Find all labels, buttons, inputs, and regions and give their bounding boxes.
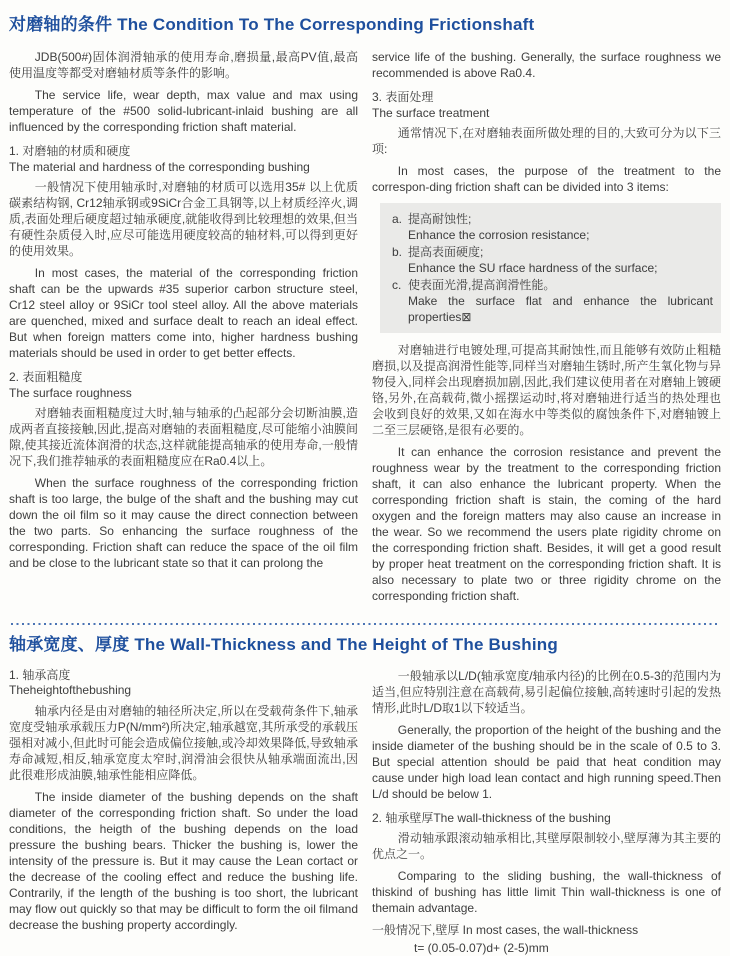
paragraph-zh: 对磨轴进行电镀处理,可提高其耐蚀性,而且能够有效防止粗糙磨损,以及提高润滑性能等,同样当对磨轴生锈时,所产生氧化物与异物侵入,同样会出现磨损加剧,因此,我们建议使用者在对磨轴上镀硬铬,另外,在高载荷,微小摇摆运动时,将对磨轴进行适当的热处理也会收到良好的效果,又如在海水中等类似的腐蚀条件下,对磨轴镀上二至三层硬铬,是很有必要的。 (372, 342, 721, 438)
paragraph-en: Generally, the proportion of the height of the bushing and the inside diameter of the bushing should be in the scale of 0.5 to 3. But special attention should be paid that heat condition may cause under high load lean contact and high running speed.Then L/d should be below 1. (372, 722, 721, 802)
section1-right-column (372, 45, 721, 610)
list-item-c (392, 277, 713, 325)
section2-left-column (9, 666, 358, 956)
paragraph-en: Comparing to the sliding bushing, the wall-thickness of thiskind of bushing has little limit Thin wall-thickness is one of themain advantage. (372, 868, 721, 916)
subheading-bushing-height (9, 668, 358, 699)
list-item-en: Make the surface flat and enhance the lubricant properties⊠ (408, 293, 713, 325)
section1-title: 对磨轴的条件 The Condition To The Corresponding Frictionshaft (9, 14, 721, 35)
section1-columns (9, 45, 721, 610)
paragraph-zh: 对磨轴表面粗糙度过大时,轴与轴承的凸起部分会切断油膜,造成两者直接接触,因此,提高对磨轴的表面粗糙度,尽可能缩小油膜间隙,使其接近流体润滑的状态,这样就能提高轴承的使用寿命,一般情况下,我们推荐轴承的表面粗糙度应在Ra0.4以上。 (9, 405, 358, 469)
wall-thickness-formula: t= (0.05-0.07)d+ (2-5)mm (414, 940, 721, 956)
list-item-zh: 提高表面硬度; (408, 244, 713, 260)
wall-thickness-intro: 一般情况下,壁厚 In most cases, the wall-thickness (372, 922, 721, 938)
paragraph-en: The inside diameter of the bushing depends on the shaft diameter of the corresponding friction shaft. So under the load conditions, the heigth of the bushing depends on the load pressure the bushing bears. Thicker the bushing is, lower the intensity of the pressure is. But it may cause the Lean cortact or the decrease of the cooling effect and reduce the bushing life. Contrarily, if the length of the bushing is too short, the lubricant may flow out quickly so that may be difficult to form the oil filmand decrease the bushing property accordingly. (9, 789, 358, 933)
section2-right-column (372, 666, 721, 956)
list-item-a (392, 211, 713, 243)
paragraph-zh: 一般情况下使用轴承时,对磨轴的材质可以选用35# 以上优质碳素结构钢, Cr12轴承钢或9SiCr合金工具钢等,以上材质经淬火,调质,表面处理后硬度超过轴承硬度,就能收得到比较理想的效果,但当有硬性杂质侵入时,应尽可能选用硬度较高的轴材料,可以得到更好的使用效果。 (9, 179, 358, 259)
list-item-zh: 提高耐蚀性; (408, 211, 713, 227)
paragraph-en: In most cases, the material of the corresponding friction shaft can be the upwards #35 superior carbon structure steel, Cr12 steel alloy or 9SiCr tool steel alloy. All the above materials are quenched, mixed and surface dealt to reach an ideal effect. But when foreign matters come into, higher hardness bushing materials should be used in order to get better effects. (9, 265, 358, 361)
paragraph-zh: 一般轴承以L/D(轴承宽度/轴承内径)的比例在0.5-3的范围内为适当,但应特别注意在高载荷,易引起偏位接触,高转速时引起的发热情形,此时L/D取1以下较适当。 (372, 668, 721, 716)
section1-left-column (9, 45, 358, 610)
subheading-material-hardness (9, 144, 358, 175)
list-item-en: Enhance the corrosion resistance; (408, 227, 713, 243)
list-item-label: b. (392, 244, 408, 276)
subheading-zh: 1. 对磨轴的材质和硬度 (9, 144, 358, 160)
subheading-en: The material and hardness of the corresponding bushing (9, 160, 358, 176)
list-item-text (408, 277, 713, 325)
treatment-items-box (380, 203, 721, 333)
paragraph-en: service life of the bushing. Generally, the surface roughness we recommended is above Ra0.4. (372, 49, 721, 81)
subheading-zh: 1. 轴承高度 (9, 668, 358, 684)
paragraph-en: The service life, wear depth, max value and max using temperature of the #500 solid-lubricant-inlaid bushing are all influenced by the corresponding friction shaft material. (9, 87, 358, 135)
dotted-separator (11, 623, 719, 625)
list-item-label: a. (392, 211, 408, 243)
paragraph-zh: JDB(500#)固体润滑轴承的使用寿命,磨损量,最高PV值,最高使用温度等都受对磨轴材质等条件的影响。 (9, 49, 358, 81)
list-item-text (408, 211, 713, 243)
paragraph-zh: 轴承内径是由对磨轴的轴径所决定,所以在受载荷条件下,轴承宽度受轴承承载压力P(N/mm²)所决定,轴承越宽,其所承受的承载压强相对减小,但此时可能会造成偏位接触,或冷却效果降低,导致轴承寿命减短,相反,轴承宽度太窄时,润滑油会很快从轴承端面流出,因此很难形成油膜,轴承性能相应降低。 (9, 703, 358, 783)
subheading-surface-treatment (372, 90, 721, 121)
section2-title: 轴承宽度、厚度 The Wall-Thickness and The Height of The Bushing (9, 634, 721, 655)
subheading-en: The surface treatment (372, 106, 721, 122)
list-item-zh: 使表面光滑,提高润滑性能。 (408, 277, 713, 293)
subheading-en: Theheightofthebushing (9, 683, 358, 699)
paragraph-en: It can enhance the corrosion resistance and prevent the roughness wear by the treatment to the corresponding friction shaft, it can also enhance the lubricant property. When the corresponding friction shaft is stain, the coming of the hard oxygen and the foreign matters may also cause an increase in the wear. So we recommend the users plate rigidity chrome on the corresponding friction shaft. Besides, it will get a good result by proper heat treatment on the corresponding friction shaft. It is also necessary to plate two or three rigidity chrome on the corresponding friction shaft. (372, 444, 721, 604)
paragraph-en: In most cases, the purpose of the treatment to the correspon-ding friction shaft can be divided into 3 items: (372, 163, 721, 195)
section2-columns (9, 666, 721, 956)
paragraph-en: When the surface roughness of the corresponding friction shaft is too large, the bulge of the shaft and the bushing may cut down the oil film so it may cause the direct connection between the two parts. So enhancing the surface roughness of the corresponding. Friction shaft can reduce the space of the oil film and be close to the lubricant state so that it can prolong the (9, 475, 358, 571)
list-item-b (392, 244, 713, 276)
subheading-surface-roughness (9, 370, 358, 401)
subheading-en: The surface roughness (9, 386, 358, 402)
list-item-text (408, 244, 713, 276)
subheading-zh: 3. 表面处理 (372, 90, 721, 106)
subheading-wall-thickness: 2. 轴承壁厚The wall-thickness of the bushing (372, 811, 721, 827)
list-item-label: c. (392, 277, 408, 325)
list-item-en: Enhance the SU rface hardness of the surface; (408, 260, 713, 276)
paragraph-zh: 通常情况下,在对磨轴表面所做处理的目的,大致可分为以下三项: (372, 125, 721, 157)
subheading-zh: 2. 表面粗糙度 (9, 370, 358, 386)
paragraph-zh: 滑动轴承跟滚动轴承相比,其壁厚限制较小,壁厚薄为其主要的优点之一。 (372, 830, 721, 862)
